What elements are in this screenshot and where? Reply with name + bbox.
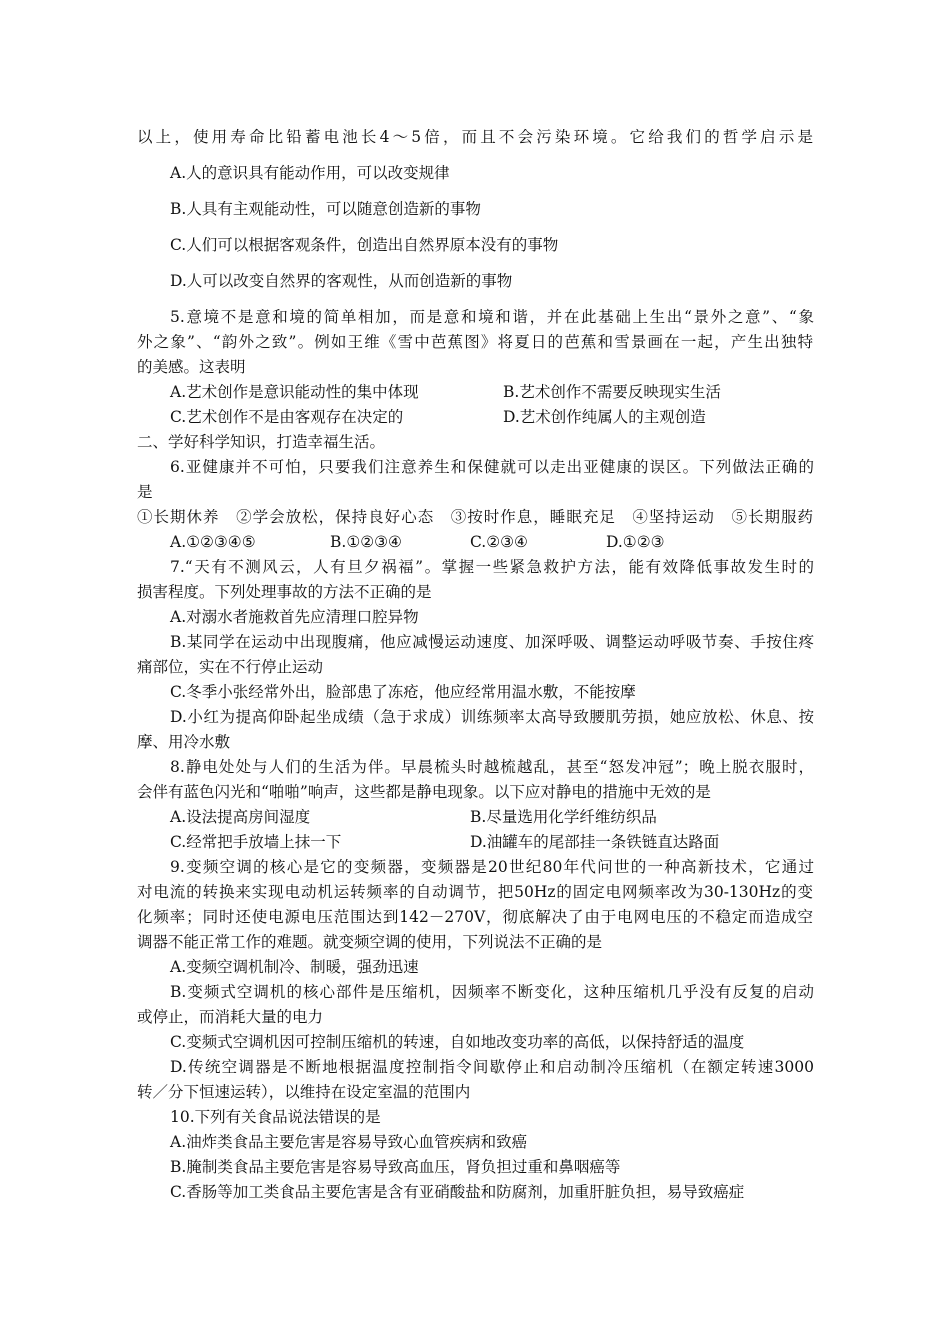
option-a: A.变频空调机制冷、制暖，强劲迅速 (170, 958, 419, 976)
option-d: D.人可以改变自然界的客观性，从而创造新的事物 (170, 272, 513, 290)
option-c: C.变频式空调机因可控制压缩机的转速，自如地改变功率的高低，以保持舒适的温度 (170, 1033, 745, 1051)
option-b: B.腌制类食品主要危害是容易导致高血压，肾负担过重和鼻咽癌等 (170, 1158, 621, 1176)
option-c: C.人们可以根据客观条件，创造出自然界原本没有的事物 (170, 236, 559, 254)
option-b: B.人具有主观能动性，可以随意创造新的事物 (170, 200, 481, 218)
question-6: 6.亚健康并不可怕，只要我们注意养生和保健就可以走出亚健康的误区。下列做法正确的 (170, 458, 814, 476)
text-line: 以上，使用寿命比铅蓄电池长4～5倍，而且不会污染环境。它给我们的哲学启示是 (137, 128, 813, 146)
option-a: A.油炸类食品主要危害是容易导致心血管疾病和致癌 (170, 1133, 528, 1151)
text-line: 对电流的转换来实现电动机运转频率的自动调节，把50Hz的固定电网频率改为30-130Hz的变 (137, 883, 813, 901)
option-d: D.传统空调器是不断地根据温度控制指令间歇停止和启动制冷压缩机（在额定转速3000 (170, 1058, 814, 1076)
option-b: B.艺术创作不需要反映现实生活 (503, 383, 721, 401)
option-a: A.设法提高房间湿度 (170, 808, 311, 826)
option-c: C.香肠等加工类食品主要危害是含有亚硝酸盐和防腐剂，加重肝脏负担，易导致癌症 (170, 1183, 745, 1201)
option-b: B.尽量选用化学纤维纺织品 (470, 808, 657, 826)
option-d: D.①②③ (606, 533, 665, 551)
question-9: 9.变频空调的核心是它的变频器，变频器是20世纪80年代问世的一种高新技术，它通过 (170, 858, 814, 876)
question-8: 8.静电处处与人们的生活为伴。早晨梳头时越梳越乱，甚至“怒发冲冠”；晚上脱衣服时， (170, 758, 814, 776)
question-5: 5.意境不是意和境的简单相加，而是意和境和谐，并在此基础上生出“景外之意”、“象 (170, 308, 814, 326)
option-b: B.某同学在运动中出现腹痛，他应减慢运动速度、加深呼吸、调整运动呼吸节奏、手按住疼 (170, 633, 814, 651)
text-line: 是 (137, 483, 153, 501)
option-c: C.冬季小张经常外出，脸部患了冻疮，他应经常用温水敷，不能按摩 (170, 683, 636, 701)
option-c: C.经常把手放墙上抹一下 (170, 833, 342, 851)
question-7: 7.“天有不测风云，人有旦夕祸福”。掌握一些紧急救护方法，能有效降低事故发生时的 (170, 558, 814, 576)
text-line: 摩、用冷水敷 (137, 733, 231, 751)
text-line: 的美感。这表明 (137, 358, 246, 376)
option-b: B.变频式空调机的核心部件是压缩机，因频率不断变化，这种压缩机几乎没有反复的启动 (170, 983, 814, 1001)
text-line: 痛部位，实在不行停止运动 (137, 658, 324, 676)
option-d: D.小红为提高仰卧起坐成绩（急于求成）训练频率太高导致腰肌劳损，她应放松、休息、按 (170, 708, 814, 726)
question-10: 10.下列有关食品说法错误的是 (170, 1108, 381, 1126)
statement-list: ①长期休养 ②学会放松，保持良好心态 ③按时作息，睡眠充足 ④坚持运动 ⑤长期服药 (137, 508, 813, 526)
option-c: C.②③④ (470, 533, 528, 551)
text-line: 转／分下恒速运转），以维持在设定室温的范围内 (137, 1083, 471, 1101)
option-a: A.人的意识具有能动作用，可以改变规律 (170, 164, 450, 182)
text-line: 调器不能正常工作的难题。就变频空调的使用，下列说法不正确的是 (137, 933, 603, 951)
section-heading: 二、学好科学知识，打造幸福生活。 (137, 433, 386, 451)
option-a: A.①②③④⑤ (170, 533, 256, 551)
option-b: B.①②③④ (330, 533, 402, 551)
text-line: 或停止，而消耗大量的电力 (137, 1008, 324, 1026)
option-d: D.油罐车的尾部挂一条铁链直达路面 (470, 833, 720, 851)
option-a: A.对溺水者施救首先应清理口腔异物 (170, 608, 419, 626)
option-a: A.艺术创作是意识能动性的集中体现 (170, 383, 419, 401)
text-line: 化频率；同时还使电源电压范围达到142－270V，彻底解决了由于电网电压的不稳定而造成空 (137, 908, 813, 926)
text-line: 会伴有蓝色闪光和“啪啪”响声，这些都是静电现象。以下应对静电的措施中无效的是 (137, 783, 711, 801)
text-line: 损害程度。下列处理事故的方法不正确的是 (137, 583, 432, 601)
option-c: C.艺术创作不是由客观存在决定的 (170, 408, 404, 426)
option-d: D.艺术创作纯属人的主观创造 (503, 408, 706, 426)
text-line: 外之象”、“韵外之致”。例如王维《雪中芭蕉图》将夏日的芭蕉和雪景画在一起，产生出独特 (137, 333, 813, 351)
